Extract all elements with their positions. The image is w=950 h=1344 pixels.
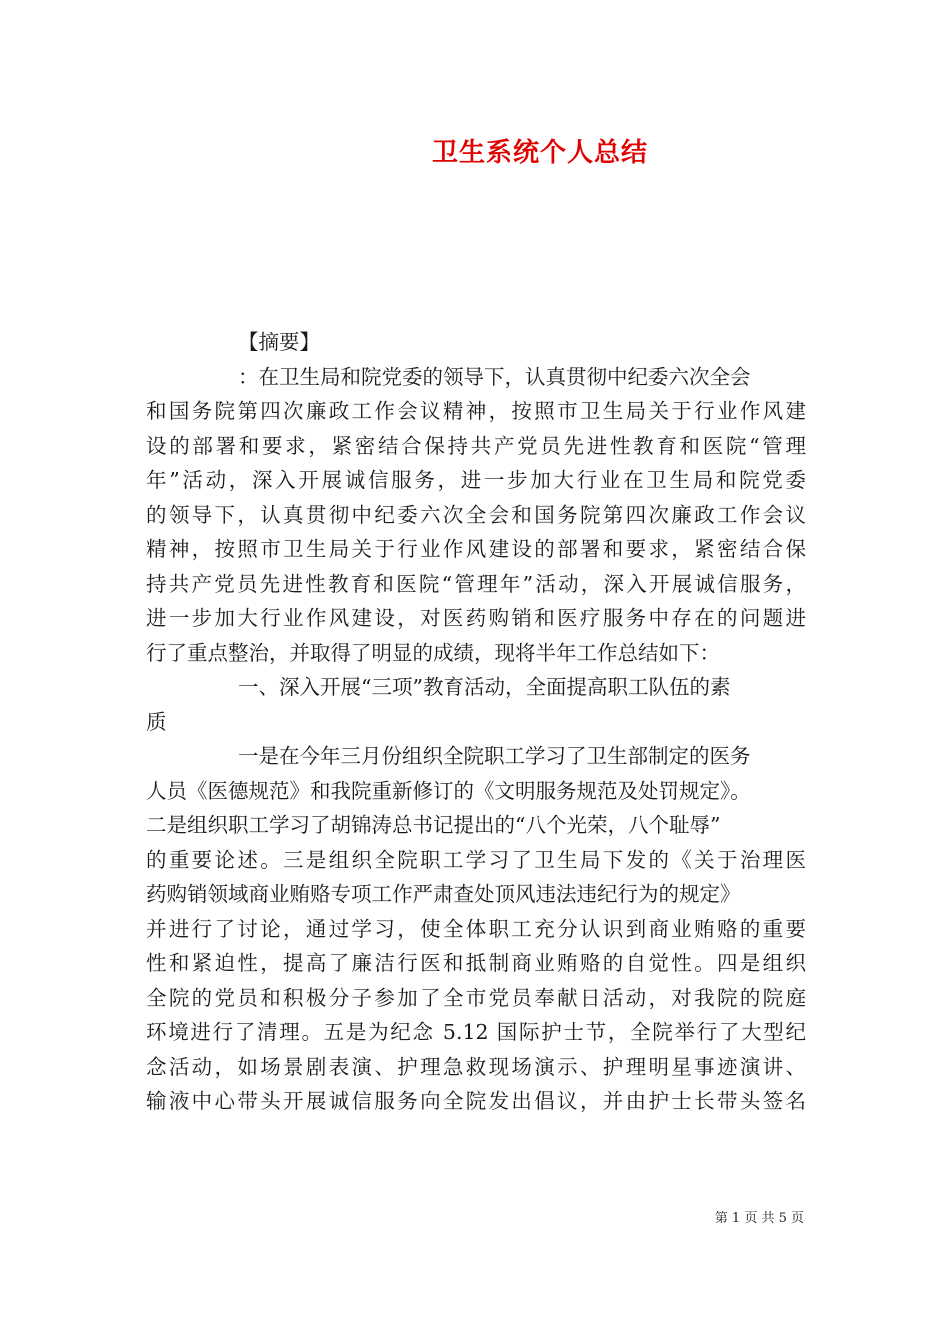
text-line: 年”活动，深入开展诚信服务，进一步加大行业在卫生局和院党委 — [146, 468, 806, 492]
text-line: 环境进行了清理。五是为纪念 5.12 国际护士节，全院举行了大型纪 — [146, 1020, 806, 1044]
text-line: 和国务院第四次廉政工作会议精神，按照市卫生局关于行业作风建 — [146, 399, 806, 423]
text-line: 全院的党员和积极分子参加了全市党员奉献日活动，对我院的院庭 — [146, 985, 806, 1010]
text-line: 念活动，如场景剧表演、护理急救现场演示、护理明星事迹演讲、 — [146, 1054, 806, 1079]
text-line: 设的部署和要求，紧密结合保持共产党员先进性教育和医院“管理 — [146, 433, 806, 458]
text-line: 持共产党员先进性教育和医院“管理年”活动，深入开展诚信服务， — [146, 571, 806, 596]
text-line: 【摘要】 — [238, 330, 320, 354]
document-body — [146, 325, 806, 1119]
text-line: 二是组织职工学习了胡锦涛总书记提出的“八个光荣，八个耻辱” — [146, 813, 721, 837]
text-line: 性和紧迫性，提高了廉洁行医和抵制商业贿赂的自觉性。四是组织 — [146, 951, 806, 975]
text-line: 进一步加大行业作风建设，对医药购销和医疗服务中存在的问题进 — [146, 606, 806, 630]
text-line: 精神，按照市卫生局关于行业作风建设的部署和要求，紧密结合保 — [146, 537, 806, 561]
text-line: 一是在今年三月份组织全院职工学习了卫生部制定的医务 — [238, 744, 751, 768]
page-number-footer: 第 1 页 共 5 页 — [714, 1211, 804, 1226]
text-line: 人员《医德规范》和我院重新修订的《文明服务规范及处罚规定》。 — [146, 778, 751, 803]
document-title: 卫生系统个人总结 — [431, 138, 648, 168]
section-heading-line: 一、深入开展“三项”教育活动，全面提高职工队伍的素 — [238, 675, 731, 699]
text-line: 的重要论述。三是组织全院职工学习了卫生局下发的《关于治理医 — [146, 847, 806, 872]
text-line: 行了重点整治，并取得了明显的成绩，现将半年工作总结如下： — [146, 640, 720, 665]
text-line: 药购销领域商业贿赂专项工作严肃查处顶风违法违纪行为的规定》 — [146, 882, 741, 906]
text-line: ：在卫生局和院党委的领导下，认真贯彻中纪委六次全会 — [238, 364, 751, 389]
text-line: 输液中心带头开展诚信服务向全院发出倡议，并由护士长带头签名 — [146, 1089, 806, 1113]
text-line: 并进行了讨论，通过学习，使全体职工充分认识到商业贿赂的重要 — [146, 916, 806, 941]
text-line: 的领导下，认真贯彻中纪委六次全会和国务院第四次廉政工作会议 — [146, 502, 806, 527]
section-heading-line: 质 — [146, 709, 167, 734]
